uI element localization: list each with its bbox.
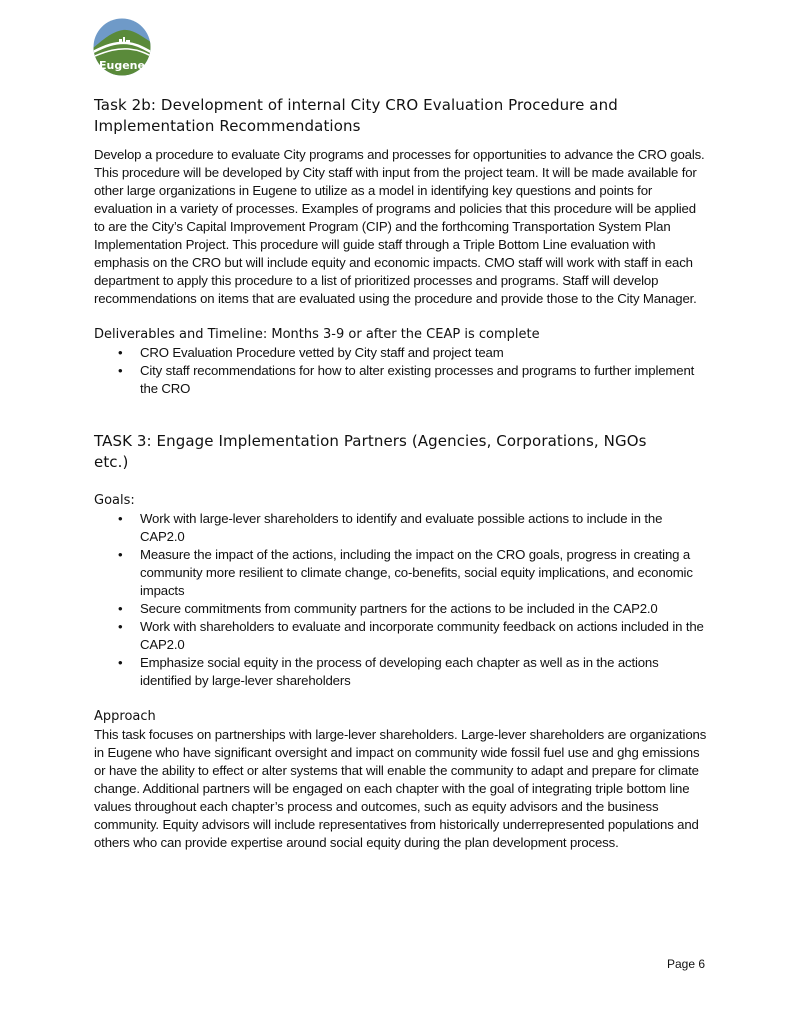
list-item-text: Measure the impact of the actions, including the impact on the CRO goals, progress in creating a community more resilient to climate change, co-benefits, social equity implications, and economic impacts	[140, 547, 693, 598]
list-item	[94, 546, 709, 600]
list-item-text: CRO Evaluation Procedure vetted by City staff and project team	[140, 345, 504, 360]
list-item	[94, 618, 709, 654]
list-item	[94, 362, 709, 398]
list-item-text: Work with large-lever shareholders to identify and evaluate possible actions to include in the CAP2.0	[140, 511, 663, 544]
eugene-logo-icon	[93, 18, 151, 76]
bullet-icon: •	[118, 511, 123, 526]
approach-heading: Approach	[94, 709, 156, 724]
list-item-text: Emphasize social equity in the process of developing each chapter as well as in the actions identified by large-lever shareholders	[140, 655, 659, 688]
deliverables-list	[94, 344, 709, 398]
page-number: Page 6	[667, 957, 706, 971]
bullet-icon: •	[118, 619, 123, 634]
task-3-heading-line1: TASK 3: Engage Implementation Partners (Agencies, Corporations, NGOs	[94, 432, 647, 450]
logo-text: Eugene	[99, 59, 145, 72]
list-item	[94, 654, 709, 690]
list-item	[94, 510, 709, 546]
list-item-text: Work with shareholders to evaluate and incorporate community feedback on actions included in the CAP2.0	[140, 619, 704, 652]
list-item-text: City staff recommendations for how to alter existing processes and programs to further implement the CRO	[140, 363, 695, 396]
task-2b-body: Develop a procedure to evaluate City programs and processes for opportunities to advance the CRO goals. This procedure will be developed by City staff with input from the project team. It will be made available for other large organizations in Eugene to utilize as a model in identifying key questions and points for evaluation in a variety of processes. Examples of programs and policies that this procedure will be applied to are the City’s Capital Improvement Program (CIP) and the forthcoming Transportation System Plan Implementation Project. This procedure will guide staff through a Triple Bottom Line evaluation with emphasis on the CRO but will include equity and economic impacts. CMO staff will work with staff in each department to apply this procedure to a list of prioritized processes and programs. Staff will develop recommendations on items that are evaluated using the procedure and provide those to the City Manager.	[94, 147, 705, 306]
bullet-icon: •	[118, 601, 123, 616]
task-2b-heading-line1: Task 2b: Development of internal City CRO Evaluation Procedure and	[94, 96, 618, 114]
list-item	[94, 344, 709, 362]
goals-list	[94, 510, 709, 690]
task-3-heading-line2: etc.)	[94, 453, 129, 471]
bullet-icon: •	[118, 547, 123, 562]
approach-body: This task focuses on partnerships with large-lever shareholders. Large-lever shareholders are organizations in Eugene who have significant oversight and impact on community wide fossil fuel use and ghg emissions or have the ability to effect or alter systems that will enable the community to adapt and prepare for climate change. Additional partners will be engaged on each chapter with the goal of integrating triple bottom line values throughout each chapter’s process and outcomes, such as equity advisors and the business community. Equity advisors will include representatives from historically underrepresented populations and others who can provide expertise around social equity during the plan development process.	[94, 727, 707, 850]
task-2b-heading	[94, 95, 709, 137]
main-content	[94, 95, 709, 852]
task-2b-heading-line2: Implementation Recommendations	[94, 117, 361, 135]
bullet-icon: •	[118, 655, 123, 670]
goals-heading: Goals:	[94, 493, 135, 508]
bullet-icon: •	[118, 363, 123, 378]
deliverables-heading: Deliverables and Timeline: Months 3-9 or after the CEAP is complete	[94, 327, 540, 342]
task-3-heading	[94, 431, 709, 473]
list-item-text: Secure commitments from community partners for the actions to be included in the CAP2.0	[140, 601, 658, 616]
list-item	[94, 600, 709, 618]
bullet-icon: •	[118, 345, 123, 360]
